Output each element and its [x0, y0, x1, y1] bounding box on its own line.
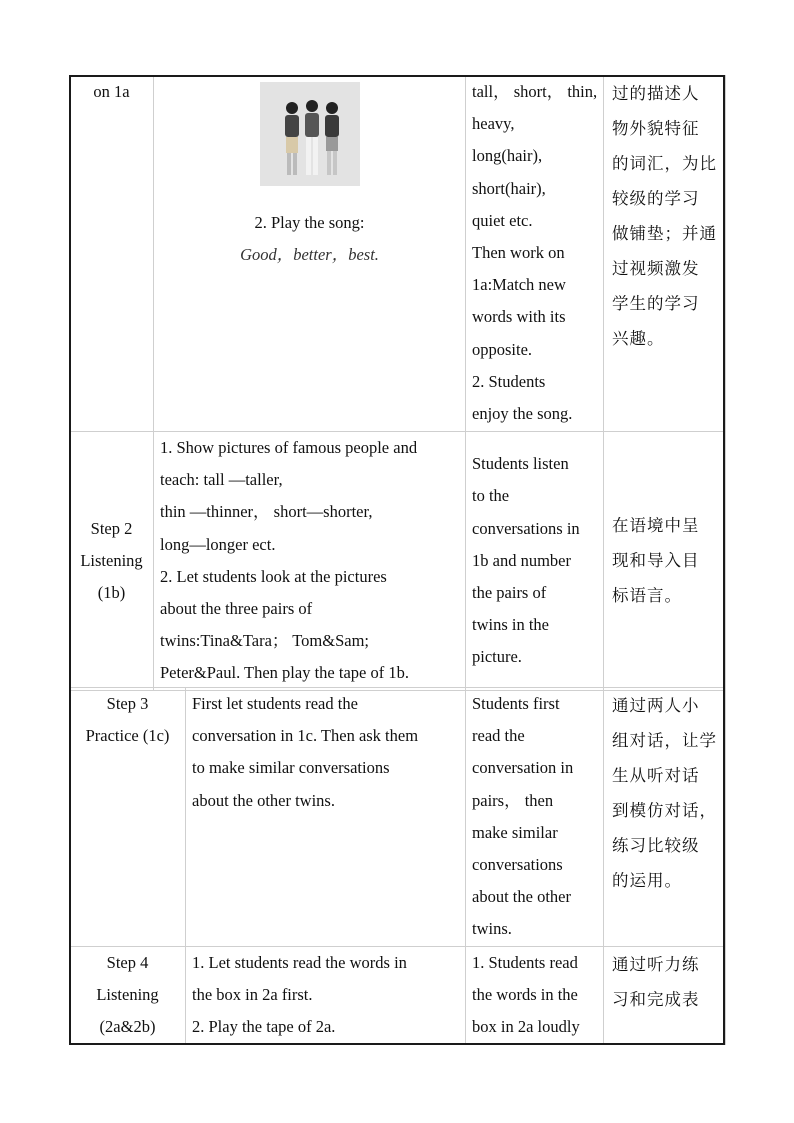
teacher-line: thin —thinner， short—shorter,: [160, 502, 373, 522]
step-cell: [70, 432, 154, 691]
student-line: conversations in: [472, 518, 580, 538]
teacher-line: teach: tall —taller,: [160, 470, 283, 490]
student-line: about the other: [472, 887, 571, 907]
teacher-line: 1. Let students read the words in: [192, 952, 407, 972]
table-row: [70, 946, 726, 1044]
table-row: [70, 432, 726, 691]
student-line: box in 2a loudly: [472, 1017, 580, 1037]
student-line: heavy,: [472, 114, 515, 134]
teacher-line: the box in 2a first.: [192, 984, 313, 1004]
student-line: Students first: [472, 694, 560, 713]
student-line: read the: [472, 726, 525, 746]
step-label: Step 2: [90, 518, 133, 538]
student-activity-cell: [466, 946, 604, 1044]
teacher-line: 2. Let students look at the pictures: [160, 566, 387, 586]
design-purpose-cell: [604, 688, 726, 947]
student-line: 1. Students read: [472, 952, 578, 972]
teacher-activity-cell: [186, 688, 466, 947]
song-intro: 2. Play the song:: [254, 213, 365, 233]
student-line: pairs， then: [472, 790, 554, 810]
purpose-line: 习和完成表: [612, 989, 700, 1009]
student-line: twins.: [472, 919, 512, 939]
student-line: the pairs of: [472, 582, 547, 602]
design-purpose-cell: [604, 432, 726, 691]
student-line: make similar: [472, 822, 558, 842]
purpose-line: 兴趣。: [612, 329, 665, 348]
student-line: twins in the: [472, 615, 549, 635]
purpose-line: 的运用。: [612, 871, 682, 890]
student-line: 1a:Match new: [472, 275, 566, 295]
teacher-line: twins:Tina&Tara； Tom&Sam;: [160, 631, 369, 651]
purpose-line: 物外貌特征: [612, 119, 700, 138]
lesson-plan-table-top: [69, 75, 726, 691]
student-line: the words in the: [472, 984, 578, 1004]
purpose-line: 的词汇，为比: [612, 154, 717, 173]
student-activity-cell: [466, 76, 604, 432]
student-line: enjoy the song.: [472, 404, 573, 424]
teacher-activity-cell: [154, 76, 466, 432]
teacher-line: First let students read the: [192, 694, 358, 713]
student-line: words with its: [472, 307, 566, 327]
teacher-activity-cell: [186, 946, 466, 1044]
purpose-line: 通过两人小: [612, 696, 700, 715]
teacher-line: 2. Play the tape of 2a.: [192, 1017, 336, 1037]
purpose-line: 到模仿对话，: [612, 801, 717, 820]
student-line: Students listen: [472, 454, 569, 474]
step-label: on 1a: [93, 82, 130, 101]
student-line: long(hair),: [472, 146, 543, 166]
step-label: Step 4: [106, 952, 149, 972]
step-label: (1b): [97, 582, 126, 602]
student-line: opposite.: [472, 339, 533, 359]
song-title: Good，better，best.: [240, 245, 379, 265]
student-line: Then work on: [472, 243, 565, 263]
student-activity-cell: [466, 432, 604, 691]
design-purpose-cell: [604, 76, 726, 432]
teacher-line: 1. Show pictures of famous people and: [160, 438, 418, 457]
student-line: 2. Students: [472, 371, 546, 391]
step-label: (2a&2b): [99, 1017, 156, 1037]
teacher-line: to make similar conversations: [192, 758, 390, 778]
table-row: [70, 688, 726, 947]
step-label: Listening: [96, 984, 159, 1004]
purpose-line: 在语境中呈: [612, 516, 700, 536]
student-line: quiet etc.: [472, 210, 533, 230]
student-line: picture.: [472, 647, 522, 667]
teacher-line: Peter&Paul. Then play the tape of 1b.: [160, 663, 409, 683]
purpose-line: 练习比较级: [612, 836, 700, 855]
step-cell: [70, 688, 186, 947]
table-row: [70, 76, 726, 432]
design-purpose-cell: [604, 946, 726, 1044]
step-label: Practice (1c): [85, 726, 170, 746]
student-line: 1b and number: [472, 550, 571, 570]
purpose-line: 生从听对话: [612, 766, 700, 785]
purpose-line: 较级的学习: [612, 189, 700, 208]
step-cell: [70, 76, 154, 432]
teacher-line: long—longer ect.: [160, 534, 276, 554]
teacher-line: conversation in 1c. Then ask them: [192, 726, 419, 746]
purpose-line: 学生的学习: [612, 294, 700, 313]
student-line: short(hair),: [472, 178, 546, 198]
step-label: Step 3: [106, 694, 149, 713]
purpose-line: 组对话，让学: [612, 731, 717, 750]
teacher-line: about the other twins.: [192, 790, 335, 810]
purpose-line: 做铺垫；并通: [612, 224, 717, 243]
purpose-line: 标语言。: [612, 586, 682, 606]
purpose-line: 过的描述人: [612, 84, 700, 103]
purpose-line: 通过听力练: [612, 954, 700, 974]
student-line: conversation in: [472, 758, 574, 778]
student-activity-cell: [466, 688, 604, 947]
teacher-activity-cell: [154, 432, 466, 691]
purpose-line: 现和导入目: [612, 551, 700, 571]
student-line: tall， short， thin,: [472, 82, 598, 101]
student-line: conversations: [472, 855, 563, 875]
step-cell: [70, 946, 186, 1044]
teacher-line: about the three pairs of: [160, 599, 313, 619]
step-label: Listening: [80, 550, 143, 570]
student-line: to the: [472, 486, 510, 506]
lesson-plan-table-bottom: [69, 687, 726, 1045]
purpose-line: 过视频激发: [612, 259, 700, 278]
three-boys-photo: [260, 82, 360, 186]
